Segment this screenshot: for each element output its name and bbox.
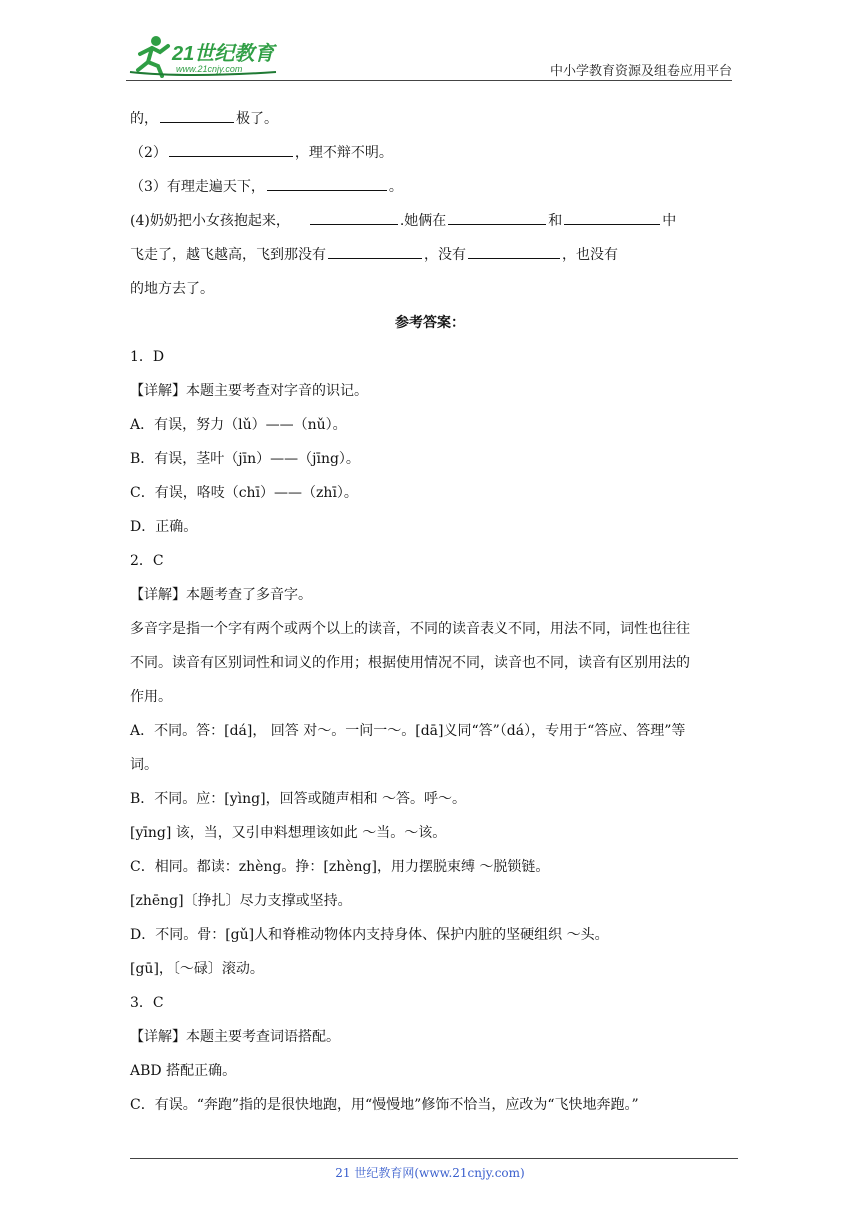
fill-blank	[310, 204, 398, 225]
footer-site-link[interactable]: 21 世纪教育网(www.21cnjy.com)	[335, 1166, 525, 1180]
text-segment: 极了。	[236, 111, 278, 127]
text-segment: (4)奶奶把小女孩抱起来，	[130, 213, 290, 229]
site-logo	[126, 32, 296, 78]
text-segment: ，没有	[424, 247, 466, 263]
answer-2-paragraph-line: 不同。读音有区别词性和词义的作用；根据使用情况不同，读音也不同，读音有区别用法的	[130, 655, 690, 671]
answer-1-option-d: D．正确。	[130, 519, 198, 535]
fill-blank	[160, 102, 234, 123]
answer-2-option-a: A．不同。答：[dá]， 回答 对～。一问一～。[dā]义同“答”（dá），专用于“答应、答理”等	[130, 723, 686, 739]
running-man-logo-icon	[126, 32, 296, 78]
text-segment: 中	[662, 213, 677, 229]
answer-3-head: 3．C	[130, 995, 164, 1011]
question-fragment	[130, 102, 730, 136]
question-4-line-2	[130, 238, 730, 272]
answer-2-option-b-cont: [yīng] 该，当，又引申料想理该如此 ～当。～该。	[130, 825, 447, 841]
text-segment: ，也没有	[562, 247, 618, 263]
text-segment: （2）	[130, 145, 167, 161]
answer-2-detail: 【详解】本题考查了多音字。	[130, 587, 312, 603]
header-divider	[126, 80, 732, 81]
answer-2-option-d: D．不同。骨：[gǔ]人和脊椎动物体内支持身体、保护内脏的坚硬组织 ～头。	[130, 927, 609, 943]
text-segment: .她俩在	[399, 213, 447, 229]
question-2	[130, 136, 730, 170]
answer-2-option-a-cont: 词。	[130, 757, 158, 773]
fill-blank	[564, 204, 660, 225]
fill-blank	[468, 238, 560, 259]
svg-text:www.21cnjy.com: www.21cnjy.com	[176, 64, 243, 74]
text-segment: 飞走了，越飞越高，飞到那没有	[130, 247, 326, 263]
fill-blank	[169, 136, 293, 157]
header-platform-text: 中小学教育资源及组卷应用平台	[549, 64, 732, 79]
answer-1-head: 1．D	[130, 349, 165, 365]
answer-1-option-c: C．有误，咯吱（chī）——（zhī）。	[130, 485, 358, 501]
answer-2-head: 2．C	[130, 553, 164, 569]
answer-2-paragraph-line: 作用。	[130, 689, 172, 705]
question-4-line-3: 的地方去了。	[130, 281, 214, 297]
answer-3-detail: 【详解】本题主要考查词语搭配。	[130, 1029, 340, 1045]
answer-1-option-a: A．有误，努力（lǔ）——（nǔ）。	[130, 417, 347, 433]
page-header	[126, 30, 732, 80]
text-segment: 的，	[130, 111, 158, 127]
answer-1-detail: 【详解】本题主要考查对字音的识记。	[130, 383, 368, 399]
document-body	[130, 102, 730, 1122]
answer-1-option-b: B．有误，茎叶（jīn）——（jīng）。	[130, 451, 360, 467]
answer-3-abd: ABD 搭配正确。	[130, 1063, 237, 1079]
question-4-line-1	[130, 204, 730, 238]
answer-3-option-c: C．有误。“奔跑”指的是很快地跑，用“慢慢地”修饰不恰当，应改为“飞快地奔跑。”	[130, 1097, 639, 1113]
footer-divider	[130, 1158, 738, 1159]
text-segment: （3）有理走遍天下，	[130, 179, 265, 195]
question-3	[130, 170, 730, 204]
fill-blank	[328, 238, 422, 259]
answer-2-option-c-cont: [zhēng]〔挣扎〕尽力支撑或坚持。	[130, 893, 352, 909]
answer-2-paragraph-line: 多音字是指一个字有两个或两个以上的读音，不同的读音表义不同，用法不同，词性也往往	[130, 621, 690, 637]
answer-2-option-d-cont: [gū]，〔～碌〕滚动。	[130, 961, 264, 977]
fill-blank	[267, 170, 387, 191]
text-segment: ，理不辩不明。	[294, 145, 393, 161]
text-segment: 和	[548, 213, 563, 229]
text-segment: 。	[388, 179, 403, 195]
fill-blank	[448, 204, 546, 225]
answers-title: 参考答案：	[395, 315, 465, 331]
answer-2-option-c: C．相同。都读：zhèng。挣：[zhèng]，用力摆脱束缚 ～脱锁链。	[130, 859, 550, 875]
svg-text:21世纪教育: 21世纪教育	[172, 43, 275, 65]
answer-2-option-b: B．不同。应：[yìng]，回答或随声相和 ～答。呼～。	[130, 791, 467, 807]
